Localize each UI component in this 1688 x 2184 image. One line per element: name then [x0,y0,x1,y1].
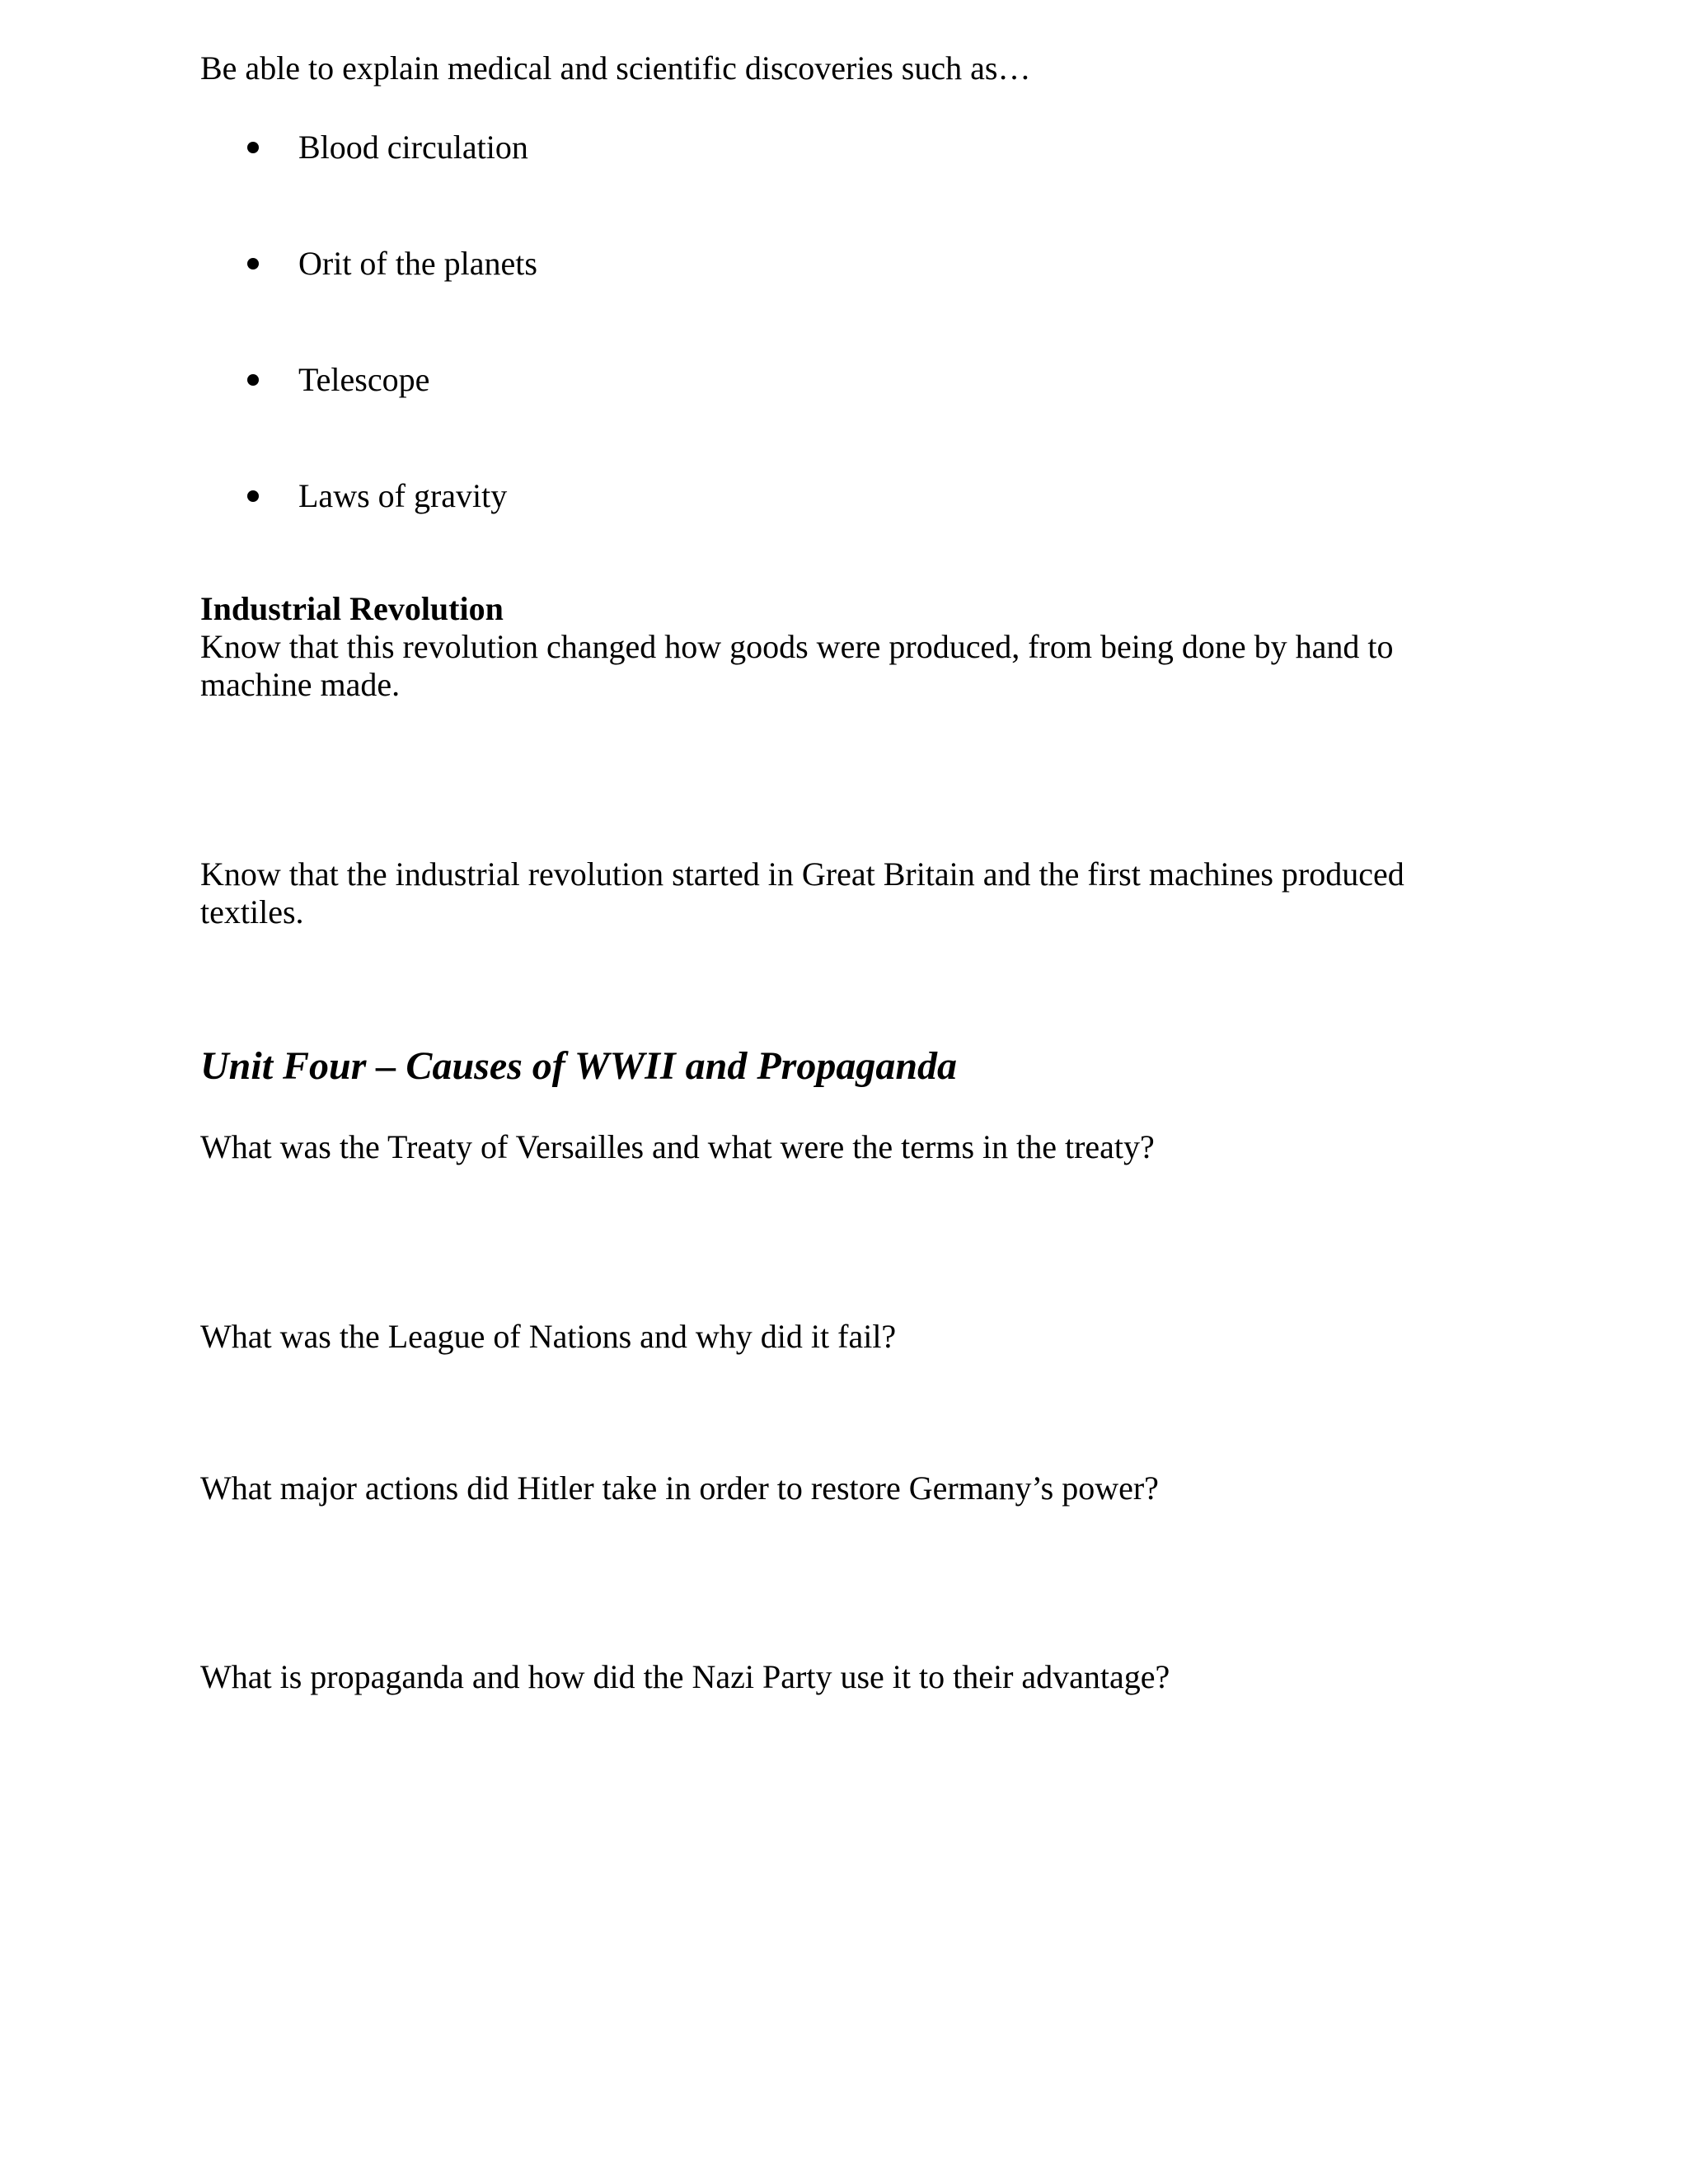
question: What was the League of Nations and why did it fail? [200,1318,897,1355]
bullet-icon [247,374,259,386]
paragraph-line: machine made. [200,666,401,703]
bullet-icon [247,258,259,269]
bullet-icon [247,142,259,153]
question: What major actions did Hitler take in order to restore Germany’s power? [200,1469,1159,1507]
section-heading: Industrial Revolution [200,590,504,627]
paragraph-line: Know that the industrial revolution started in Great Britain and the first machines produced [200,855,1404,893]
list-item-label: Orit of the planets [298,245,537,282]
list-item-label: Telescope [298,361,430,398]
question: What was the Treaty of Versailles and what were the terms in the treaty? [200,1128,1155,1165]
paragraph-line: Know that this revolution changed how goods were produced, from being done by hand to [200,628,1394,665]
list-item-label: Blood circulation [298,129,528,166]
intro-text: Be able to explain medical and scientific discoveries such as… [200,49,1031,87]
question: What is propaganda and how did the Nazi Party use it to their advantage? [200,1658,1170,1695]
unit-heading: Unit Four – Causes of WWII and Propaganda [200,1044,958,1088]
paragraph-line: textiles. [200,893,304,930]
list-item-label: Laws of gravity [298,477,508,514]
bullet-icon [247,490,259,502]
